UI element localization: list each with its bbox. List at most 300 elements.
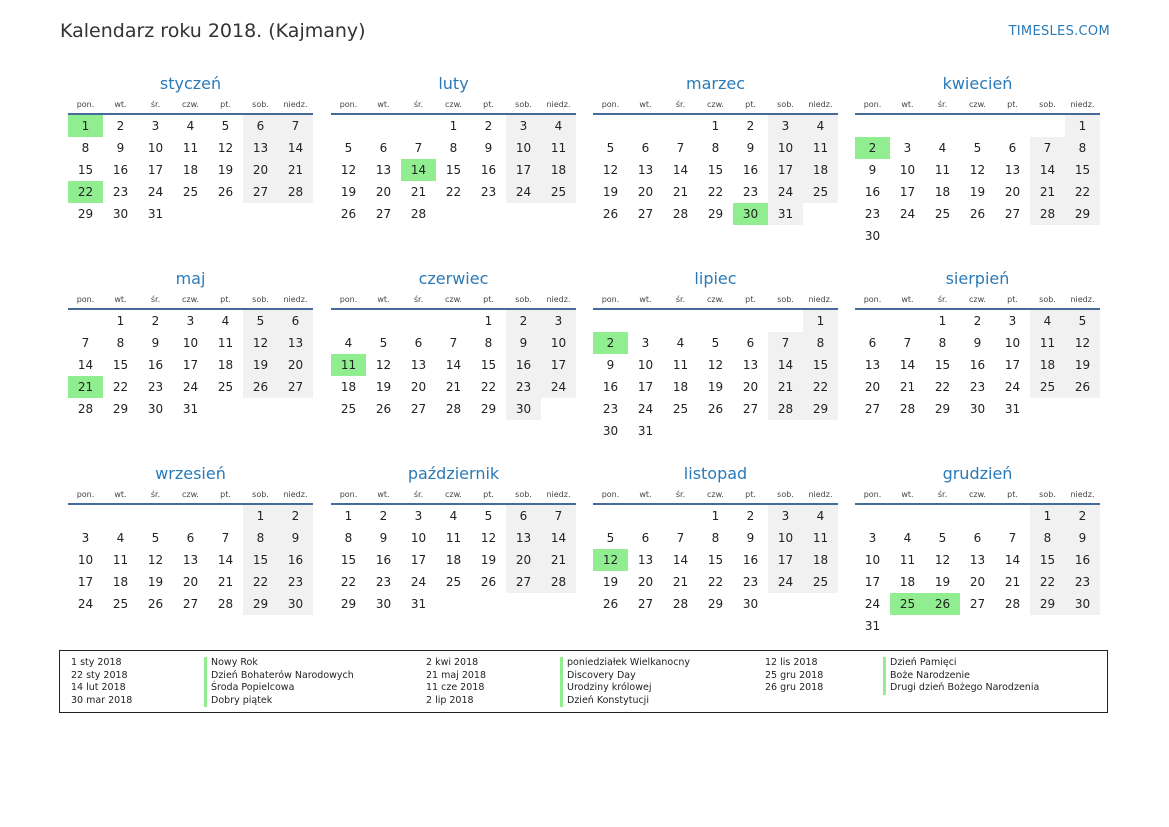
day-cell: 5 [606,141,615,155]
weekday-label: pon. [863,100,882,109]
empty-day-cell [890,505,925,527]
weekday-label: pon. [76,295,95,304]
day-cell: 23 [147,380,164,394]
day-cell: 7 [221,531,230,545]
holiday-day-cell: 1 [68,115,103,137]
weekday-label: czw. [182,295,199,304]
day-cell: 10 [147,141,164,155]
day-cell: 7 [676,531,685,545]
day-cell: 9 [278,527,313,549]
day-cell: 25 [217,380,234,394]
day-cell: 21 [541,549,576,571]
day-cell: 3 [868,531,877,545]
week-row [593,420,838,442]
month-name: maj [175,269,206,288]
day-cell: 8 [449,141,458,155]
day-cell: 16 [742,163,759,177]
day-cell: 21 [278,159,313,181]
day-cell: 17 [768,159,803,181]
legend-date: 2 kwi 2018 [426,657,479,668]
month-name: lipiec [694,269,737,288]
day-cell: 26 [217,185,234,199]
day-cell: 19 [217,163,234,177]
day-cell: 17 [637,380,654,394]
weekday-label: pt. [220,100,231,109]
day-cell: 14 [541,527,576,549]
day-cell: 29 [1030,593,1065,615]
weekday-label: niedz. [1070,490,1095,499]
day-cell: 14 [278,137,313,159]
day-cell: 7 [768,332,803,354]
day-cell: 6 [414,336,423,350]
day-cell: 18 [445,553,462,567]
empty-day-cell [995,115,1030,137]
day-cell: 17 [864,575,881,589]
day-cell: 24 [899,207,916,221]
day-cell: 23 [112,185,129,199]
day-cell: 16 [506,354,541,376]
day-cell: 13 [182,553,199,567]
day-cell: 21 [410,185,427,199]
empty-day-cell [366,310,401,332]
day-cell: 12 [602,163,619,177]
day-cell: 1 [803,310,838,332]
week-row [855,181,1100,203]
day-cell: 5 [243,310,278,332]
day-cell: 15 [1065,159,1100,181]
day-cell: 24 [864,597,881,611]
day-cell: 25 [672,402,689,416]
empty-day-cell [541,203,576,225]
week-row [331,398,576,420]
month-name: sierpień [945,269,1010,288]
day-cell: 22 [1030,571,1065,593]
day-cell: 25 [112,597,129,611]
day-cell: 27 [742,402,759,416]
day-cell: 21 [672,575,689,589]
day-cell: 30 [602,424,619,438]
day-cell: 16 [375,553,392,567]
day-cell: 8 [1065,137,1100,159]
month-7 [593,267,838,442]
weekday-label: sob. [1039,295,1056,304]
day-cell: 18 [1030,354,1065,376]
weekday-label: śr. [413,295,424,304]
day-cell: 6 [746,336,755,350]
legend-holiday-name: Środa Popielcowa [204,682,354,695]
day-cell: 12 [969,163,986,177]
day-cell: 3 [903,141,912,155]
day-cell: 8 [711,141,720,155]
legend-dates-2 [426,657,486,707]
day-cell: 10 [410,531,427,545]
legend-dates-3 [765,657,823,695]
day-cell: 9 [116,141,125,155]
week-row [593,137,838,159]
weekday-label: pt. [1007,490,1018,499]
day-cell: 30 [278,593,313,615]
empty-day-cell [960,225,995,247]
day-cell: 23 [278,571,313,593]
day-cell: 8 [803,332,838,354]
day-cell: 16 [147,358,164,372]
week-row [855,225,1100,247]
day-cell: 17 [77,575,94,589]
month-3 [593,72,838,225]
day-cell: 1 [711,509,720,523]
day-cell: 6 [186,531,195,545]
empty-day-cell [593,310,628,332]
week-row [331,527,576,549]
weekday-label: wt. [114,295,127,304]
week-row [593,115,838,137]
legend-holiday-name: Drugi dzień Bożego Narodzenia [883,682,1039,695]
empty-day-cell [436,203,471,225]
day-cell: 8 [1030,527,1065,549]
empty-day-cell [995,615,1030,637]
day-cell: 4 [903,531,912,545]
weekday-label: sob. [515,295,532,304]
day-cell: 19 [480,553,497,567]
day-cell: 27 [506,571,541,593]
day-cell: 26 [707,402,724,416]
week-row [593,354,838,376]
day-cell: 1 [344,509,353,523]
day-cell: 30 [375,597,392,611]
holiday-legend [59,650,1108,713]
day-cell: 29 [77,207,94,221]
day-cell: 11 [934,163,951,177]
day-cell: 13 [1004,163,1021,177]
legend-date: 11 cze 2018 [426,682,485,694]
empty-day-cell [1030,225,1065,247]
day-cell: 1 [449,119,458,133]
day-cell: 2 [746,509,755,523]
day-cell: 17 [899,185,916,199]
week-row [593,203,838,225]
weekday-label: śr. [937,100,948,109]
day-cell: 12 [147,553,164,567]
day-cell: 16 [864,185,881,199]
day-cell: 23 [742,185,759,199]
site-link[interactable]: TIMESLES.COM [1008,24,1110,39]
weekday-label: pt. [745,100,756,109]
day-cell: 19 [934,575,951,589]
day-cell: 15 [340,553,357,567]
day-cell: 5 [379,336,388,350]
weekday-header [855,96,1100,115]
month-name: listopad [683,464,748,483]
weekday-label: niedz. [546,490,571,499]
day-cell: 9 [746,531,755,545]
empty-day-cell [436,310,471,332]
day-cell: 13 [243,137,278,159]
weekday-label: czw. [969,490,986,499]
day-cell: 16 [278,549,313,571]
weekday-label: śr. [150,100,161,109]
legend-holiday-name: Discovery Day [560,670,690,683]
weekday-label: czw. [182,490,199,499]
day-cell: 22 [340,575,357,589]
day-cell: 27 [1004,207,1021,221]
month-11 [593,462,838,615]
day-cell: 28 [217,597,234,611]
empty-day-cell [890,115,925,137]
weekday-label: śr. [150,295,161,304]
day-cell: 18 [934,185,951,199]
day-cell: 20 [1004,185,1021,199]
empty-day-cell [541,398,576,420]
weekday-label: pon. [863,490,882,499]
weekday-label: pt. [483,295,494,304]
day-cell: 10 [637,358,654,372]
day-cell: 1 [711,119,720,133]
day-cell: 14 [672,163,689,177]
month-name: czerwiec [418,269,489,288]
weekday-label: pt. [483,100,494,109]
week-row [68,505,313,527]
week-row [593,593,838,615]
day-cell: 15 [112,358,129,372]
weekday-label: niedz. [283,490,308,499]
weekday-header [331,291,576,310]
day-cell: 27 [410,402,427,416]
day-cell: 15 [707,163,724,177]
day-cell: 22 [480,380,497,394]
empty-day-cell [68,505,103,527]
day-cell: 5 [711,336,720,350]
empty-day-cell [995,225,1030,247]
empty-day-cell [1065,398,1100,420]
holiday-day-cell: 21 [68,376,103,398]
day-cell: 4 [186,119,195,133]
weekday-label: śr. [937,295,948,304]
weekday-label: pon. [601,295,620,304]
day-cell: 31 [768,203,803,225]
empty-day-cell [890,310,925,332]
weekday-label: czw. [445,295,462,304]
legend-date: 21 maj 2018 [426,669,487,681]
day-cell: 28 [899,402,916,416]
day-cell: 21 [768,376,803,398]
empty-day-cell [506,593,541,615]
day-cell: 14 [1030,159,1065,181]
day-cell: 16 [1065,549,1100,571]
week-row [855,527,1100,549]
weekday-label: czw. [969,295,986,304]
weekday-header [68,486,313,505]
legend-holiday-name: Dzień Bohaterów Narodowych [204,670,354,683]
day-cell: 18 [803,159,838,181]
day-cell: 21 [1004,575,1021,589]
day-cell: 6 [278,310,313,332]
day-cell: 2 [379,509,388,523]
weekday-label: pt. [1007,100,1018,109]
weekday-header [593,291,838,310]
day-cell: 10 [768,137,803,159]
empty-day-cell [628,115,663,137]
week-row [331,181,576,203]
day-cell: 4 [803,115,838,137]
day-cell: 9 [746,141,755,155]
day-cell: 19 [375,380,392,394]
week-row [331,137,576,159]
empty-day-cell [925,505,960,527]
day-cell: 16 [602,380,619,394]
day-cell: 26 [147,597,164,611]
day-cell: 7 [541,505,576,527]
weekday-label: pon. [863,295,882,304]
holiday-day-cell: 11 [331,354,366,376]
legend-date: 14 lut 2018 [71,682,126,694]
day-cell: 4 [541,115,576,137]
day-cell: 12 [480,531,497,545]
day-cell: 3 [768,505,803,527]
day-cell: 17 [147,163,164,177]
day-cell: 24 [1004,380,1021,394]
day-cell: 6 [379,141,388,155]
weekday-label: czw. [445,490,462,499]
day-cell: 8 [484,336,493,350]
weekday-label: niedz. [1070,295,1095,304]
day-cell: 21 [672,185,689,199]
day-cell: 19 [602,185,619,199]
week-row [593,571,838,593]
day-cell: 29 [707,207,724,221]
weekday-label: śr. [675,490,686,499]
month-9 [68,462,313,615]
empty-day-cell [663,420,698,442]
day-cell: 30 [112,207,129,221]
week-row [855,137,1100,159]
day-cell: 3 [186,314,195,328]
day-cell: 4 [1030,310,1065,332]
day-cell: 15 [803,354,838,376]
day-cell: 2 [746,119,755,133]
weekday-header [593,96,838,115]
day-cell: 29 [112,402,129,416]
day-cell: 2 [484,119,493,133]
day-cell: 5 [938,531,947,545]
empty-day-cell [960,115,995,137]
weekday-header [331,96,576,115]
weekday-label: wt. [114,490,127,499]
empty-day-cell [960,615,995,637]
day-cell: 4 [938,141,947,155]
day-cell: 12 [1065,332,1100,354]
holiday-day-cell: 26 [925,593,960,615]
week-row [68,398,313,420]
day-cell: 29 [480,402,497,416]
day-cell: 28 [1004,597,1021,611]
day-cell: 29 [1065,203,1100,225]
day-cell: 15 [243,549,278,571]
month-12 [855,462,1100,637]
day-cell: 28 [672,597,689,611]
empty-day-cell [68,310,103,332]
day-cell: 22 [934,380,951,394]
day-cell: 25 [445,575,462,589]
day-cell: 19 [340,185,357,199]
week-row [855,505,1100,527]
month-6 [331,267,576,420]
month-8 [855,267,1100,420]
day-cell: 2 [1065,505,1100,527]
weekday-label: sob. [777,295,794,304]
empty-day-cell [768,310,803,332]
day-cell: 2 [116,119,125,133]
day-cell: 30 [1065,593,1100,615]
week-row [331,310,576,332]
day-cell: 10 [182,336,199,350]
empty-day-cell [803,203,838,225]
day-cell: 24 [182,380,199,394]
legend-holiday-name: Dzień Konstytucji [560,695,690,708]
weekday-label: wt. [901,295,914,304]
day-cell: 17 [182,358,199,372]
day-cell: 5 [973,141,982,155]
legend-date: 1 sty 2018 [71,657,122,668]
weekday-label: wt. [639,100,652,109]
weekday-label: pt. [483,490,494,499]
empty-day-cell [1065,615,1100,637]
weekday-label: niedz. [1070,100,1095,109]
month-name: wrzesień [155,464,226,483]
empty-day-cell [628,505,663,527]
day-cell: 4 [803,505,838,527]
holiday-day-cell: 14 [401,159,436,181]
day-cell: 1 [1030,505,1065,527]
day-cell: 20 [637,185,654,199]
empty-day-cell [803,420,838,442]
day-cell: 23 [864,207,881,221]
weekday-header [68,291,313,310]
week-row [855,203,1100,225]
day-cell: 14 [672,553,689,567]
day-cell: 6 [243,115,278,137]
day-cell: 31 [864,619,881,633]
empty-day-cell [803,593,838,615]
empty-day-cell [278,398,313,420]
day-cell: 2 [506,310,541,332]
day-cell: 7 [414,141,423,155]
weekday-label: sob. [252,490,269,499]
empty-day-cell [173,203,208,225]
day-cell: 17 [506,159,541,181]
day-cell: 15 [445,163,462,177]
weekday-header [331,486,576,505]
holiday-day-cell: 22 [68,181,103,203]
week-row [331,354,576,376]
month-name: marzec [685,74,745,93]
empty-day-cell [768,593,803,615]
weekday-label: czw. [707,100,724,109]
month-name: październik [407,464,500,483]
empty-day-cell [103,505,138,527]
day-cell: 31 [410,597,427,611]
day-cell: 29 [340,597,357,611]
day-cell: 21 [899,380,916,394]
legend-holiday-name: Dzień Pamięci [883,657,1039,670]
empty-day-cell [925,115,960,137]
empty-day-cell [436,593,471,615]
weekday-header [855,486,1100,505]
day-cell: 23 [375,575,392,589]
empty-day-cell [733,420,768,442]
week-row [593,527,838,549]
week-row [68,527,313,549]
day-cell: 11 [803,137,838,159]
